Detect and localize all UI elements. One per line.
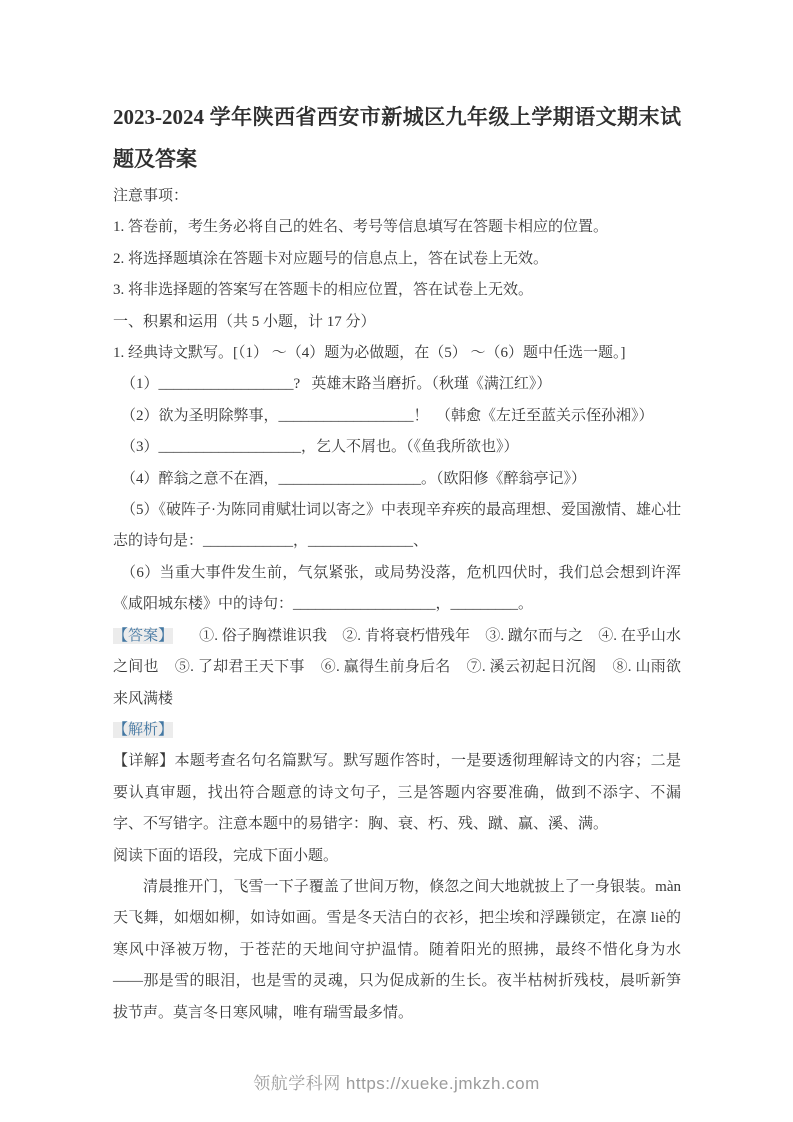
- reading-intro: 阅读下面的语段，完成下面小题。: [113, 847, 339, 864]
- question-1-stem: 1. 经典诗文默写。[（1） ～（4）题为必做题，在（5） ～（6）题中任选一题。]: [113, 345, 626, 362]
- question-1-blank-2: （2）欲为圣明除弊事，__________________！ （韩愈《左迁至蓝关示侄孙湘》）: [121, 407, 654, 424]
- notice-item-2: 2. 将选择题填涂在答题卡对应题号的信息点上，答在试卷上无效。: [113, 250, 549, 267]
- detail-label: 【详解】: [113, 753, 175, 770]
- reading-passage: 清晨推开门，飞雪一下子覆盖了世间万物，倏忽之间大地就披上了一身银装。màn 天飞舞，如烟如柳，如诗如画。雪是冬天洁白的衣衫，把尘埃和浮躁锁定，在凛 liè的寒风中泽被万物，于苍茫的天地间守护温情。随着阳光的照拂，最终不惜化身为水——那是雪的眼泪，也是雪的灵魂，只为促成新的生长。夜半枯树折残枝，晨听新笋拔节声。莫言冬日寒风啸，唯有瑞雪最多情。: [113, 878, 681, 1021]
- notice-item-1: 1. 答卷前，考生务必将自己的姓名、考号等信息填写在答题卡相应的位置。: [113, 219, 609, 236]
- detail-text: 本题考查名句名篇默写。默写题作答时，一是要透彻理解诗文的内容；二是要认真审题，找出符合题意的诗文句子，三是答题内容要准确，做到不添字、不漏字、不写错字。注意本题中的易错字：胸、衰、朽、残、蹴、赢、溪、满。: [113, 753, 681, 833]
- question-1-blank-4: （4）醉翁之意不在酒，___________________。（欧阳修《醉翁亭记》）: [121, 470, 587, 487]
- analysis-block: [113, 715, 681, 746]
- answer-text: ①. 俗子胸襟谁识我 ②. 肯将衰朽惜残年 ③. 蹴尔而与之 ④. 在乎山水之间也 ⑤. 了却君王天下事 ⑥. 赢得生前身后名 ⑦. 溪云初起日沉阁 ⑧. 山雨欲来风满楼: [113, 627, 681, 707]
- section-heading: 一、积累和运用（共 5 小题，计 17 分）: [113, 313, 376, 330]
- footer-link[interactable]: 领航学科网 https://xueke.jmkzh.com: [253, 1074, 540, 1093]
- detail-block: [113, 746, 681, 840]
- question-1-blank-1: （1）__________________? 英雄末路当磨折。（秋瑾《满江红》）: [121, 376, 552, 393]
- analysis-label: 【解析】: [113, 721, 174, 738]
- question-1-blank-6: （6）当重大事件发生前，气氛紧张，或局势没落，危机四伏时，我们总会想到许浑《咸阳城东楼》中的诗句：___________________，_________。: [113, 564, 681, 613]
- question-1-blank-3: （3）___________________，乞人不屑也。（《鱼我所欲也》）: [121, 439, 519, 456]
- answer-label: 【答案】: [113, 627, 174, 644]
- question-1-blank-5: （5）《破阵子·为陈同甫赋壮词以寄之》中表现辛弃疾的最高理想、爱国激情、雄心壮志的诗句是：____________，______________、: [113, 502, 681, 550]
- notice-item-3: 3. 将非选择题的答案写在答题卡的相应位置，答在试卷上无效。: [113, 282, 534, 299]
- page-title: 2023-2024 学年陕西省西安市新城区九年级上学期语文期末试题及答案: [113, 105, 681, 171]
- answer-block: [113, 621, 681, 715]
- page-footer: [0, 1069, 793, 1094]
- notice-heading: 注意事项：: [113, 188, 189, 204]
